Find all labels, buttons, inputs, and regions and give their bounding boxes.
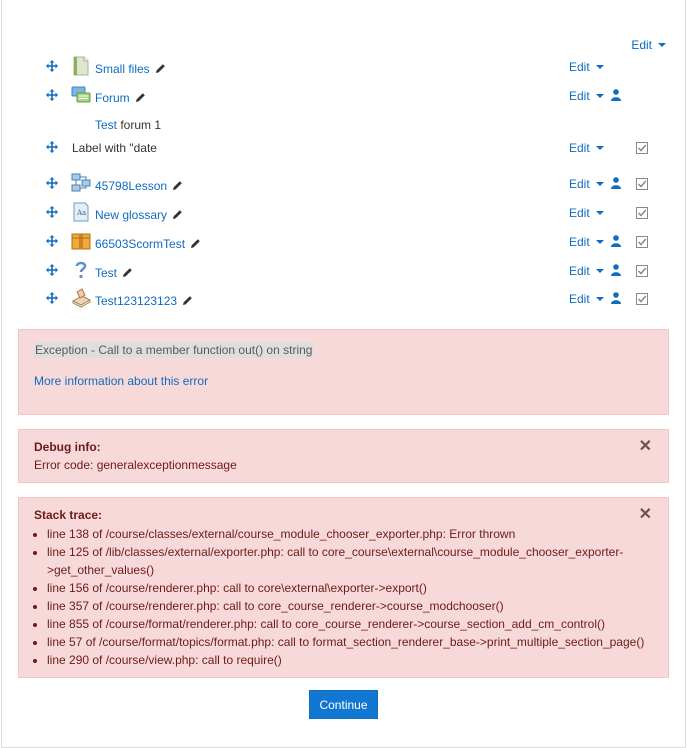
group-mode-icon[interactable]: [611, 264, 621, 276]
activity-scorm: [0, 235, 687, 261]
edit-label[interactable]: Edit: [569, 292, 590, 306]
move-icon[interactable]: [46, 235, 58, 247]
error-alert: [18, 329, 669, 415]
activity-lesson: [0, 177, 687, 203]
activity-label: [0, 141, 687, 167]
stack-trace-list: [47, 525, 647, 669]
caret-down-icon[interactable]: [596, 297, 604, 301]
completion-checkbox-icon[interactable]: [636, 178, 648, 190]
caret-down-icon[interactable]: [658, 43, 666, 47]
activity-edit-menu[interactable]: [569, 60, 604, 74]
activity-edit-menu[interactable]: [569, 177, 604, 191]
activity-glossary: [0, 206, 687, 232]
move-icon[interactable]: [46, 60, 58, 72]
group-mode-icon[interactable]: [611, 89, 621, 101]
activity-link[interactable]: Test: [95, 266, 118, 280]
stack-trace-line: • line 156 of /course/renderer.php: call to core\external\exporter->export(): [47, 579, 647, 597]
edit-label[interactable]: Edit: [569, 264, 590, 278]
label-text: Label with "date: [72, 141, 157, 155]
pencil-icon[interactable]: [172, 180, 183, 191]
stack-trace-line: • line 138 of /course/classes/external/course_module_chooser_exporter.php: Error thrown: [47, 525, 647, 543]
debug-info-title: Debug info:: [34, 440, 101, 454]
group-mode-icon[interactable]: [611, 292, 621, 304]
quiz-icon: [71, 260, 91, 280]
activity-small-files: [0, 60, 687, 86]
activity-edit-menu[interactable]: [569, 292, 604, 306]
caret-down-icon[interactable]: [596, 146, 604, 150]
lesson-icon: [71, 173, 91, 193]
activity-link[interactable]: 45798Lesson: [95, 179, 168, 193]
pencil-icon[interactable]: [155, 63, 166, 74]
pencil-icon[interactable]: [122, 267, 133, 278]
edit-label[interactable]: Edit: [569, 60, 590, 74]
completion-checkbox-icon[interactable]: [636, 265, 648, 277]
activity-edit-menu[interactable]: [569, 141, 604, 155]
stack-trace-line: • line 125 of /lib/classes/external/exporter.php: call to core_course\external\course_module_chooser_exporter->get_other_values(): [47, 543, 647, 579]
stack-trace-line: • line 357 of /course/renderer.php: call to core_course_renderer->course_modchooser(): [47, 597, 647, 615]
caret-down-icon[interactable]: [596, 94, 604, 98]
forum-description-text: forum 1: [117, 118, 162, 132]
glossary-icon: [71, 202, 91, 222]
edit-label[interactable]: Edit: [569, 177, 590, 191]
move-icon[interactable]: [46, 89, 58, 101]
forum-description-link[interactable]: Test: [95, 118, 118, 132]
move-icon[interactable]: [46, 206, 58, 218]
pencil-icon[interactable]: [172, 209, 183, 220]
activity-quiz: [0, 264, 687, 290]
svg-text:Aa: Aa: [77, 209, 87, 217]
edit-label[interactable]: Edit: [569, 206, 590, 220]
completion-checkbox-icon[interactable]: [636, 207, 648, 219]
section-edit-label[interactable]: Edit: [631, 38, 652, 52]
move-icon[interactable]: [46, 141, 58, 153]
pencil-icon[interactable]: [190, 238, 201, 249]
forum-description: [95, 118, 161, 132]
close-icon[interactable]: ✕: [638, 438, 652, 455]
continue-button[interactable]: Continue: [309, 690, 378, 719]
pencil-icon[interactable]: [182, 295, 193, 306]
activity-edit-menu[interactable]: [569, 264, 604, 278]
pencil-icon[interactable]: [135, 92, 146, 103]
scorm-package-icon: [71, 231, 91, 251]
debug-info-text: Error code: generalexceptionmessage: [34, 458, 237, 472]
stack-trace-line: • line 57 of /course/format/topics/format.php: call to format_section_renderer_base->print_multiple_section_page(): [47, 633, 647, 651]
caret-down-icon[interactable]: [596, 182, 604, 186]
activity-edit-menu[interactable]: [569, 206, 604, 220]
caret-down-icon[interactable]: [596, 211, 604, 215]
activity-forum: [0, 89, 687, 115]
caret-down-icon[interactable]: [596, 65, 604, 69]
stack-trace-alert: [18, 497, 669, 678]
caret-down-icon[interactable]: [596, 240, 604, 244]
activity-link[interactable]: Forum: [95, 91, 130, 105]
debug-info-alert: [18, 429, 669, 483]
activity-link[interactable]: Test123123123: [95, 294, 178, 308]
stack-trace-line: • line 290 of /course/view.php: call to require(): [47, 651, 647, 669]
stack-trace-title: Stack trace:: [34, 508, 103, 522]
section-edit-menu[interactable]: [631, 38, 666, 52]
error-message: Exception - Call to a member function out() on string: [35, 343, 313, 357]
completion-checkbox-icon[interactable]: [636, 293, 648, 305]
file-icon: [71, 56, 91, 76]
move-icon[interactable]: [46, 292, 58, 304]
activity-link[interactable]: 66503ScormTest: [95, 237, 186, 251]
edit-label[interactable]: Edit: [569, 141, 590, 155]
group-mode-icon[interactable]: [611, 235, 621, 247]
activity-link[interactable]: Small files: [95, 62, 150, 76]
stack-trace-line: • line 855 of /course/format/renderer.php: call to core_course_renderer->course_section_add_cm_control(): [47, 615, 647, 633]
assignment-icon: [71, 288, 91, 308]
edit-label[interactable]: Edit: [569, 235, 590, 249]
activity-assignment: [0, 292, 687, 318]
caret-down-icon[interactable]: [596, 269, 604, 273]
group-mode-icon[interactable]: [611, 177, 621, 189]
completion-checkbox-icon[interactable]: [636, 142, 648, 154]
activity-edit-menu[interactable]: [569, 235, 604, 249]
completion-checkbox-icon[interactable]: [636, 236, 648, 248]
more-info-link[interactable]: More information about this error: [34, 374, 209, 388]
forum-icon: [71, 85, 91, 105]
close-icon[interactable]: ✕: [638, 506, 652, 523]
move-icon[interactable]: [46, 177, 58, 189]
move-icon[interactable]: [46, 264, 58, 276]
edit-label[interactable]: Edit: [569, 89, 590, 103]
activity-edit-menu[interactable]: [569, 89, 604, 103]
activity-link[interactable]: New glossary: [95, 208, 168, 222]
